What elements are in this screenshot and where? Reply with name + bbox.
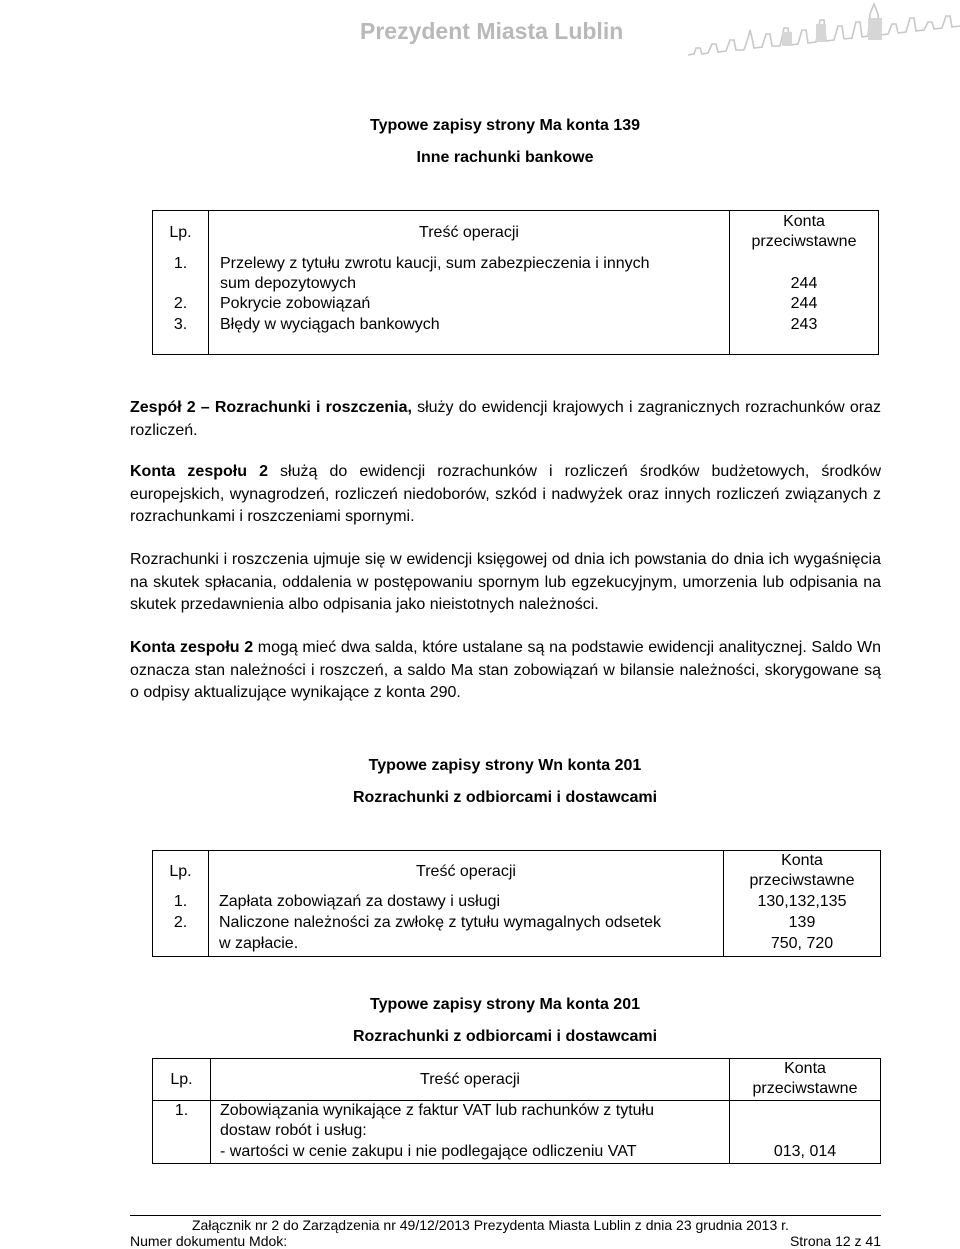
row-text: sum depozytowych xyxy=(220,275,357,292)
row-text: Błędy w wyciągach bankowych xyxy=(220,316,440,333)
paragraph-rozrachunki: Rozrachunki i roszczenia ujmuje się w ewidencji księgowej od dnia ich powstania do dnia ich wygaśnięcia na skutek spłacania, oddalenia w postępowaniu spornym lub egzekucyjnym, umorzenia lub odpisania na skutek przedawnienia albo odpisania jako nieistotnych należności. xyxy=(130,551,881,613)
footer-attachment: Załącznik nr 2 do Zarządzenia nr 49/12/2013 Prezydenta Miasta Lublin z dnia 23 grudnia 2013 r. xyxy=(192,1217,789,1233)
row-konta: 244 xyxy=(790,275,818,292)
row-konta: 130,132,135 xyxy=(757,893,847,910)
col-header-konta: Konta xyxy=(783,213,825,230)
paragraph-konta-zespolu xyxy=(130,461,881,529)
bold-lead: Konta zespołu 2 xyxy=(130,463,268,480)
col-header-przeciwstawne: przeciwstawne xyxy=(749,872,855,889)
row-text: - wartości w cenie zakupu i nie podlegające odliczeniu VAT xyxy=(220,1143,637,1160)
row-konta: 750, 720 xyxy=(770,935,834,952)
row-lp: 2. xyxy=(173,295,188,312)
section-title: Typowe zapisy strony Ma konta 139 xyxy=(369,117,640,134)
entries-table-ma-201 xyxy=(152,1058,881,1164)
footer-divider xyxy=(130,1215,881,1216)
row-konta: 139 xyxy=(788,914,816,931)
col-header-tresc: Treść operacji xyxy=(419,224,519,241)
paragraph-text: mogą mieć dwa salda, które ustalane są na podstawie ewidencji analitycznej. Saldo Wn oznacza stan należności i roszczeń, a saldo Ma stan zobowiązań w bilansie należności, skorygowane są o odpisy aktualizujące wynikające z konta 290. xyxy=(130,639,881,701)
col-header-przeciwstawne: przeciwstawne xyxy=(751,233,857,250)
row-lp: 1. xyxy=(173,255,188,272)
city-skyline-logo xyxy=(688,0,960,75)
row-lp: 1. xyxy=(173,893,188,910)
paragraph-zespol-2 xyxy=(130,397,881,442)
paragraph-text: służy do ewidencji krajowych i zagranicznych rozrachunków oraz rozliczeń. xyxy=(130,399,882,439)
col-header-konta: Konta xyxy=(784,1060,826,1077)
col-header-tresc: Treść operacji xyxy=(420,1071,520,1088)
row-text: Naliczone należności za zwłokę z tytułu wymagalnych odsetek xyxy=(219,914,661,931)
col-header-lp: Lp. xyxy=(169,863,192,880)
row-text: Zapłata zobowiązań za dostawy i usługi xyxy=(219,893,501,910)
section-title: Typowe zapisy strony Wn konta 201 xyxy=(368,757,642,774)
header-title: Prezydent Miasta Lublin xyxy=(360,18,624,44)
section-subtitle: Rozrachunki z odbiorcami i dostawcami xyxy=(352,1028,658,1045)
col-header-tresc: Treść operacji xyxy=(416,863,516,880)
col-header-lp: Lp. xyxy=(170,1071,193,1088)
row-lp: 3. xyxy=(173,316,188,333)
row-konta: 013, 014 xyxy=(773,1143,837,1160)
row-text: Przelewy z tytułu zwrotu kaucji, sum zabezpieczenia i innych xyxy=(220,255,650,272)
section-title: Typowe zapisy strony Ma konta 201 xyxy=(369,996,640,1013)
col-header-lp: Lp. xyxy=(169,224,192,241)
row-text: Pokrycie zobowiązań xyxy=(220,295,371,312)
section-subtitle: Rozrachunki z odbiorcami i dostawcami xyxy=(352,789,658,806)
row-konta: 243 xyxy=(790,316,818,333)
row-text: Zobowiązania wynikające z faktur VAT lub rachunków z tytułu xyxy=(220,1102,654,1119)
paragraph-salda xyxy=(130,637,881,705)
footer-doc-number: Numer dokumentu Mdok: xyxy=(130,1233,288,1249)
row-text: dostaw robót i usług: xyxy=(220,1122,367,1139)
col-header-konta: Konta xyxy=(781,852,823,869)
footer-page-number: Strona 12 z 41 xyxy=(789,1233,881,1249)
bold-lead: Zespół 2 – Rozrachunki i roszczenia, xyxy=(130,399,412,416)
paragraph-text: służą do ewidencji rozrachunków i rozliczeń środków budżetowych, środków europejskich, wynagrodzeń, rozliczeń niedoborów, szkód i nadwyżek oraz innych rozliczeń związanych z rozrachunkami i roszczeniami spornymi. xyxy=(130,463,881,525)
section-subtitle: Inne rachunki bankowe xyxy=(416,149,594,166)
row-lp: 1. xyxy=(174,1102,189,1119)
row-text: w zapłacie. xyxy=(219,935,299,952)
entries-table-wn-201 xyxy=(152,850,881,957)
row-lp: 2. xyxy=(173,914,188,931)
bold-lead: Konta zespołu 2 xyxy=(130,639,254,656)
entries-table-ma-139 xyxy=(152,210,879,355)
row-konta: 244 xyxy=(790,295,818,312)
col-header-przeciwstawne: przeciwstawne xyxy=(752,1080,858,1097)
